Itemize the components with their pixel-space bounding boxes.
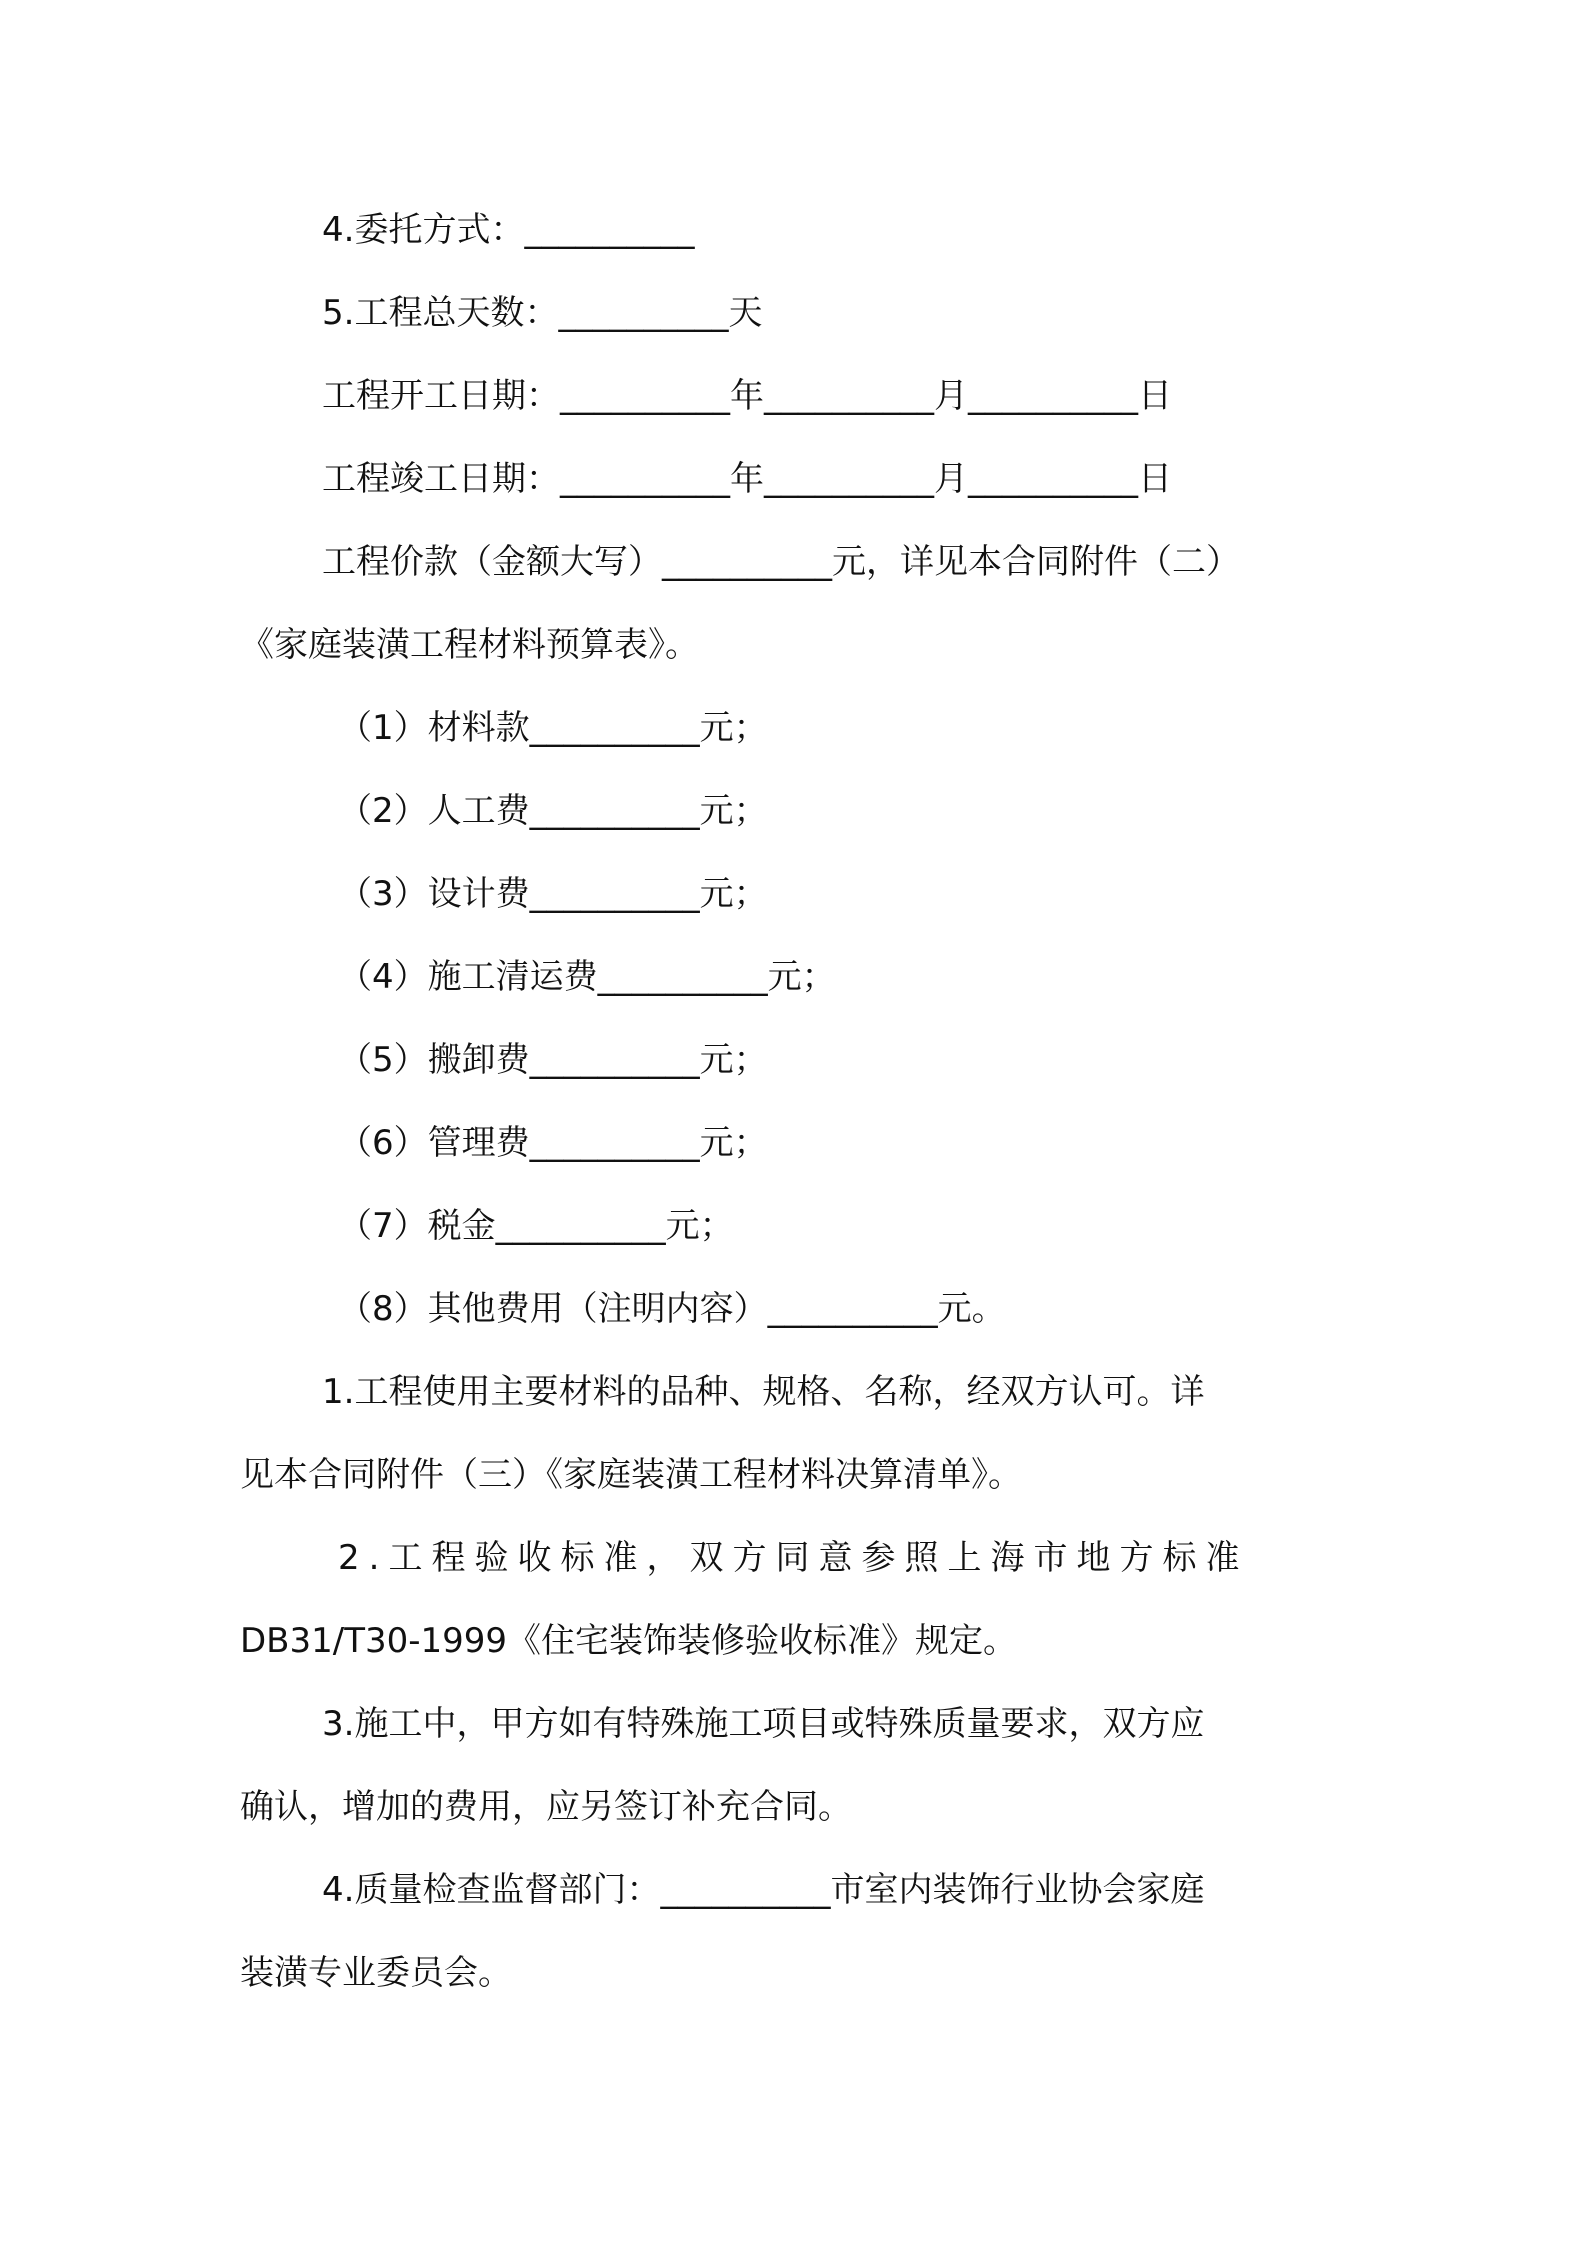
cost-item-labor: （2）人工费__________元； (338, 791, 768, 831)
acceptance-standard-line-2: DB31/T30-1999《住宅装饰装修验收标准》规定。 (240, 1621, 1018, 1661)
completion-date-line: 工程竣工日期：__________年__________月__________日 (322, 459, 1172, 499)
price-line-2: 《家庭装潢工程材料预算表》。 (240, 625, 699, 665)
entrust-method-line: 4.委托方式：__________ (322, 210, 695, 250)
total-days-line: 5.工程总天数：__________天 (322, 293, 763, 333)
cost-item-design: （3）设计费__________元； (338, 874, 768, 914)
price-line-1: 工程价款（金额大写）__________元，详见本合同附件（二） (322, 542, 1240, 582)
acceptance-standard-line-1: 2.工程验收标准，双方同意参照上海市地方标准 (338, 1538, 1249, 1578)
supervision-dept-line-2: 装潢专业委员会。 (240, 1953, 512, 1993)
cost-item-tax: （7）税金__________元； (338, 1206, 734, 1246)
materials-clause-line-1: 1.工程使用主要材料的品种、规格、名称，经双方认可。详 (322, 1372, 1205, 1412)
cost-item-materials: （1）材料款__________元； (338, 708, 768, 748)
cost-item-handling: （5）搬卸费__________元； (338, 1040, 768, 1080)
supervision-dept-line-1: 4.质量检查监督部门：__________市室内装饰行业协会家庭 (322, 1870, 1205, 1910)
special-requirements-line-1: 3.施工中，甲方如有特殊施工项目或特殊质量要求，双方应 (322, 1704, 1205, 1744)
cost-item-other: （8）其他费用（注明内容）__________元。 (338, 1289, 1006, 1329)
cost-item-cleanup: （4）施工清运费__________元； (338, 957, 836, 997)
cost-item-management: （6）管理费__________元； (338, 1123, 768, 1163)
special-requirements-line-2: 确认，增加的费用，应另签订补充合同。 (240, 1787, 852, 1827)
start-date-line: 工程开工日期：__________年__________月__________日 (322, 376, 1172, 416)
materials-clause-line-2: 见本合同附件（三）《家庭装潢工程材料决算清单》。 (240, 1455, 1022, 1495)
